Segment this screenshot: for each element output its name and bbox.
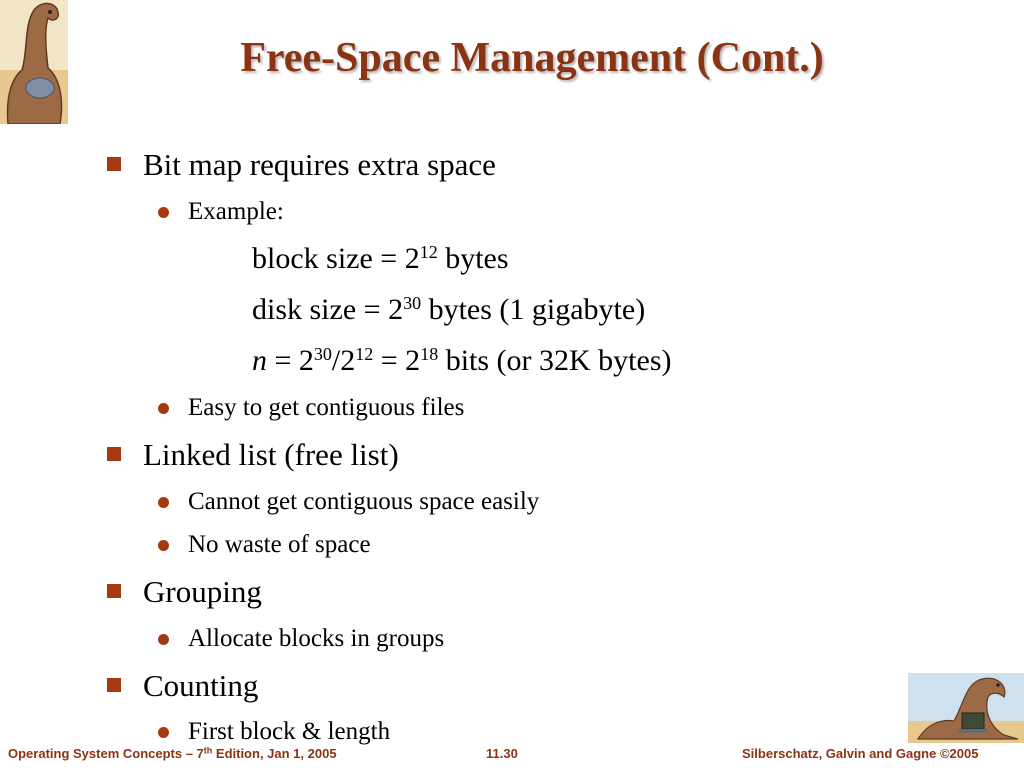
bullet-text: Grouping [143,574,262,609]
square-bullet-icon [107,447,121,461]
sub-bullet-text: No waste of space [188,531,371,558]
math-text: bytes (1 gigabyte) [421,293,646,326]
math-text: /2 [331,344,356,377]
slide-title: Free-Space Management (Cont.) [240,35,824,81]
sub-bullet-text: Allocate blocks in groups [188,625,445,652]
bullet-text: Linked list (free list) [143,437,399,472]
square-bullet-icon [107,157,121,171]
exponent: 30 [403,293,422,314]
exponent: 12 [355,344,374,365]
round-bullet-icon [158,497,169,508]
math-text: = 2 [267,344,314,377]
math-text: bytes [437,242,509,275]
round-bullet-icon [158,207,169,218]
square-bullet-icon [107,584,121,598]
example-disk-size [252,293,645,327]
footer-course-title [8,746,337,761]
bullet-text: Bit map requires extra space [143,147,496,182]
round-bullet-icon [158,727,169,738]
exponent: 30 [313,344,332,365]
sub-bullet-text: First block & length [188,718,391,745]
footer-text: Operating System Concepts – 7 [8,746,204,761]
exponent: 12 [419,242,438,263]
exponent: 18 [420,344,439,365]
math-text: disk size = 2 [252,293,404,326]
round-bullet-icon [158,634,169,645]
dinosaur-laptop-illustration-icon [908,673,1024,743]
bullet-text: Counting [143,668,259,703]
example-n-bits [252,344,672,378]
square-bullet-icon [107,678,121,692]
round-bullet-icon [158,540,169,551]
footer-page-number: 11.30 [486,746,518,761]
math-variable: n [252,344,267,377]
footer-text: Edition, Jan 1, 2005 [212,746,337,761]
math-text: bits (or 32K bytes) [438,344,672,377]
footer-superscript: th [203,745,213,756]
footer-copyright: Silberschatz, Galvin and Gagne ©2005 [742,746,979,761]
example-block-size [252,242,509,276]
sub-bullet-text: Easy to get contiguous files [188,394,465,421]
math-text: = 2 [373,344,421,377]
sub-bullet-text: Example: [188,198,284,225]
sub-bullet-text: Cannot get contiguous space easily [188,488,540,515]
round-bullet-icon [158,403,169,414]
math-text: block size = 2 [252,242,420,275]
